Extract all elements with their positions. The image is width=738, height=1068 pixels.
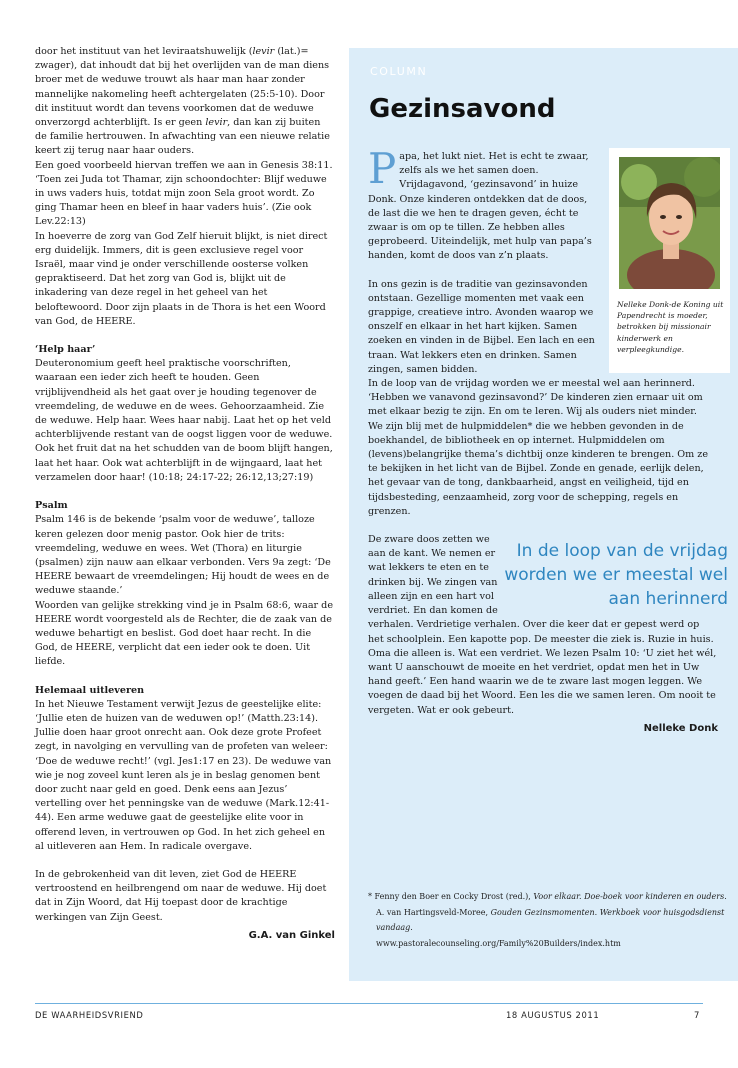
author-signature-right: Nelleke Donk xyxy=(643,722,718,734)
paragraph-genesis: Een goed voorbeeld hiervan treffen we aan in Genesis 38:11. ‘Toen zei Juda tot Thamar, zijn schoondochter: Blijf weduwe in uws vaders huis, totdat mijn zoon Sela groot wordt. Zo ging Thamar heen en bleef in haar vaders huis’. (Zie ook Lev.22:13) xyxy=(35,159,333,228)
paragraph-nieuwe-testament: In het Nieuwe Testament verwijt Jezus de geestelijke elite: ‘Jullie eten de huizen van de weduwen op!’ (Matth.23:14). Jullie doen haar groot onrecht aan. Ook deze grote Profeet zegt, in navolging en vervulling van de profeten van weleer: ‘Doe de weduwe recht!’ (vgl. Jes1:17 en 23). De weduwe van wie je nog zoveel kunt leren als je in beslag genomen bent door zucht naar geld en goed. Denk eens aan Jezus’ vertelling over het penningske van de weduwe (Mark.12:41-44). Een arme weduwe gaat de geestelijke elite voor in offerend leven, in vertrouwen op God. In het zich geheel en al uitleveren aan Hem. In radicale overgave. xyxy=(35,698,332,852)
column-label: COLUMN xyxy=(370,65,428,78)
paragraph-vrijdag: In de loop van de vrijdag worden we er meestal wel aan herinnerd. ‘Hebben we vanavond gezinsavond?’ De kinderen zien ernaar uit om met elkaar bezig te zijn. En om te leren. Wij als ouders niet minder. xyxy=(368,378,703,418)
footer-date: 18 AUGUSTUS 2011 xyxy=(506,1010,600,1020)
author-photo xyxy=(619,157,720,289)
paragraph-levirate: door het instituut van het leviraatshuwelijk (levir (lat.)= zwager), dat inhoudt dat bij het overlijden van de man diens broer met de weduwe trouwt als haar man haar zonder mannelijke nakomeling heeft achtergelaten (25:5-10). Door dit instituut wordt dan tevens voorkomen dat de weduwe onverzorgd achterblijft. Is er geen levir, dan kan zij buiten de familie hertrouwen. In afwachting van een nieuwe relatie keert zij terug naar haar ouders. xyxy=(35,46,330,157)
pull-quote: In de loop van de vrijdag worden we er meestal wel aan herinnerd xyxy=(504,541,728,610)
heading-helemaal-uitleveren: Helemaal uitleveren xyxy=(35,684,145,696)
footnote-1: * Fenny den Boer en Cocky Drost (red.), Voor elkaar. Doe-boek voor kinderen en ouders. xyxy=(368,892,727,901)
footer-divider xyxy=(35,1003,703,1004)
footer-page-number: 7 xyxy=(694,1010,700,1020)
footer-publication: DE WAARHEIDSVRIEND xyxy=(35,1010,144,1020)
heading-help-haar: ‘Help haar’ xyxy=(35,344,96,356)
paragraph-zware-doos: De zware doos zetten we aan de kant. We nemen er wat lekkers te eten en te drinken bij. We zingen van alleen zijn en een hart vol verdriet. En dan komen de verhalen. Verdrietige verhalen. Over die keer dat er gepest werd op het schoolplein. Een kapotte pop. De meester die ziek is. Ruzie in huis. Oma die alleen is. Wat een verdriet. We lezen Psalm 10: ‘U ziet het wél, want U aanschouwt de moeite en het verdriet, opdat men het in Uw hand geeft.’ Een hand waarin we de te zware last mogen leggen. We voegen de daad bij het Woord. Een les die we samen leren. Om nooit te vergeten. Wat er ook gebeurt. xyxy=(368,534,717,716)
paragraph-care: In hoeverre de zorg van God Zelf hieruit blijkt, is niet direct erg duidelijk. Immers, dit is geen exclusieve regel voor Israël, maar vind je onder verschillende oosterse volken gepraktiseerd. Dat het zorg van God is, blijkt uit de inkadering van deze regel in het geheel van het beloftewoord. Door zijn plaats in de Thora is het een Woord van God, de HEERE. xyxy=(35,230,328,327)
photo-caption: Nelleke Donk-de Koning uit Papendrecht is moeder, betrokken bij missionair kinderwerk en verpleegkundige. xyxy=(617,300,724,354)
paragraph-closing: In de gebrokenheid van dit leven, ziet God de HEERE vertroostend en heilbrengend om naar de weduwe. Hij doet dat in Zijn Woord, dat Hij toepast door de krachtige werkingen van Zijn Geest. xyxy=(35,868,327,923)
paragraph-psalm-68: Woorden van gelijke strekking vind je in Psalm 68:6, waar de HEERE wordt voorgesteld als de Rechter, die de zaak van de weduwe behartigt en beslist. God doet haar recht. In die God, de HEERE, verplicht dat een ieder ook te doen. Uit liefde. xyxy=(35,599,334,668)
left-article xyxy=(35,45,335,943)
heading-psalm: Psalm xyxy=(35,500,68,512)
footnotes xyxy=(368,889,728,951)
column-body xyxy=(368,144,728,736)
paragraph-hulpmiddelen: We zijn blij met de hulpmiddelen* die we hebben gevonden in de boekhandel, de bibliotheek en op internet. Hulpmiddelen om (levens)belangrijke thema’s dichtbij onze kinderen te brengen. Om ze te bekijken in het licht van de Bijbel. Zonde en genade, eerlijk delen, het gevaar van de tong, dankbaarheid, angst en veiligheid, tijd en tijdsbesteding, eenzaamheid, zorg voor de schepping, regels en grenzen. xyxy=(368,420,709,517)
column-panel xyxy=(349,48,738,981)
column-title: Gezinsavond xyxy=(369,94,556,124)
author-photo-card xyxy=(609,148,730,373)
footnote-2: A. van Hartingsveld-Moree, Gouden Gezinsmomenten. Werkboek voor huisgodsdienst vandaag. xyxy=(376,907,725,932)
footnote-link[interactable]: www.pastoralecounseling.org/Family%20Builders/index.htm xyxy=(376,938,621,948)
paragraph-traditie: In ons gezin is de traditie van gezinsavonden ontstaan. Gezellige momenten met vaak een grappige, creatieve intro. Avonden waarop we onszelf en elkaar in het hart kijken. Samen zoeken en vinden in de Bijbel. Een lach en een traan. Wat lekkers eten en drinken. Samen zingen, samen bidden. xyxy=(368,278,595,375)
paragraph-deuteronomium: Deuteronomium geeft heel praktische voorschriften, waaraan een ieder zich heeft te houden. Geen vrijblijvendheid als het gaat over je houding tegenover de vreemdeling, de weduwe en de wees. Gehoorzaamheid. Zie de weduwe. Help haar. Wees haar nabij. Laat het op het veld achterblijvende restant van de oogst liggen voor de weduwe. Ook het fruit dat na het schudden van de boom blijft hangen, laat het haar. Ook wat achterblijft in de wijngaard, laat het verzamelen door haar! (10:18; 24:17-22; 26:12,13;27:19) xyxy=(35,358,333,483)
drop-cap: P xyxy=(368,144,397,193)
paragraph-psalm-146: Psalm 146 is de bekende ‘psalm voor de weduwe’, talloze keren gelezen door menig pastor. Ook hier de trits: vreemdeling, weduwe en wees. Wet (Thora) en liturgie (psalmen) zijn nauw aan elkaar verbonden. Vers 9a zegt: ‘De HEERE bewaart de vreemdelingen; Hij houdt de wees en de weduwe staande.’ xyxy=(35,514,331,597)
author-signature-left: G.A. van Ginkel xyxy=(248,929,335,941)
paragraph-intro: Papa, het lukt niet. Het is echt te zwaar, zelfs als we het samen doen. Vrijdagavond, ‘gezinsavond’ in huize Donk. Onze kinderen ontdekken dat de doos, de last die we hen te dragen geven, écht te zwaar is om op te tillen. Ze hebben alles geprobeerd. Uiteindelijk, met hulp van papa’s handen, komt de doos van z’n plaats. xyxy=(368,144,592,262)
